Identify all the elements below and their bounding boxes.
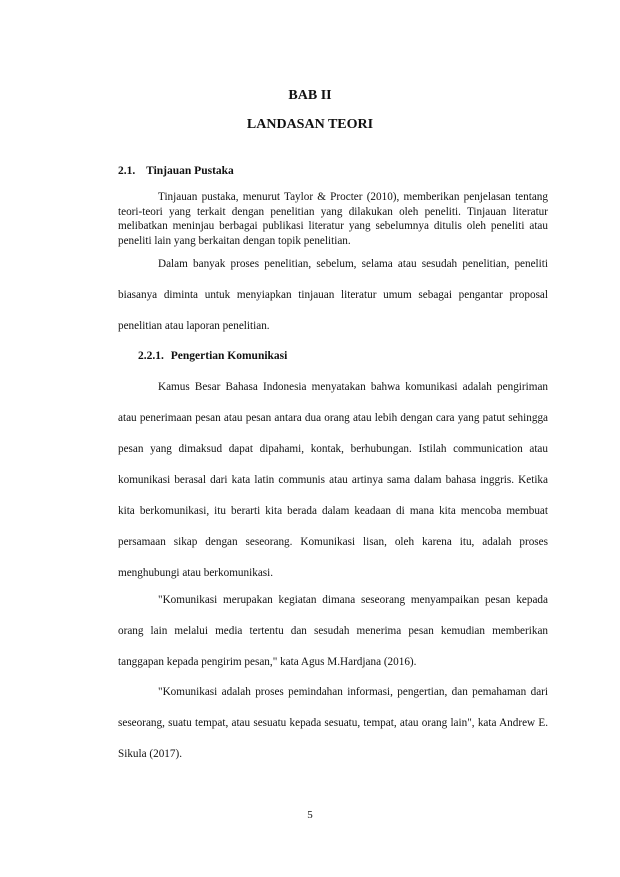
subsection-title: Pengertian Komunikasi [170,350,288,362]
subsection-heading [138,350,287,362]
page-number: 5 [307,809,313,821]
chapter-number: BAB II [288,88,332,103]
paragraph-kbbi-definition: Kamus Besar Bahasa Indonesia menyatakan bahwa komunikasi adalah pengiriman atau penerimaan pesan atau pesan antara dua orang atau lebih dengan cara yang patut sehingga pesan yang dimaksud dapat dipahami, kontak, berhubungan. Istilah communication atau komunikasi berasal dari kata latin communis atau artinya sama dalam bahasa inggris. Ketika kita berkomunikasi, itu berarti kita berada dalam keadaan di mana kita mencoba membuat persamaan sikap dengan seseorang. Komunikasi lisan, oleh karena itu, adalah proses menghubungi atau berkomunikasi. [118,381,548,579]
paragraph-tinjauan-pustaka: Tinjauan pustaka, menurut Taylor & Procter (2010), memberikan penjelasan tentang teori-teori yang terkait dengan penelitian yang dilakukan oleh peneliti. Tinjauan literatur melibatkan meninjau berbagai publikasi literatur yang sebelumnya ditulis oleh peneliti atau peneliti lain yang berkaitan dengan topik penelitian. [118,191,548,247]
section-heading [118,165,234,177]
paragraph-quote-sikula: "Komunikasi adalah proses pemindahan informasi, pengertian, dan pemahaman dari seseorang, suatu tempat, atau sesuatu kepada sesuatu, tempat, atau orang lain", kata Andrew E. Sikula (2017). [118,686,548,760]
subsection-number: 2.2.1. [138,350,164,362]
section-title: Tinjauan Pustaka [146,165,234,177]
chapter-title: LANDASAN TEORI [246,117,374,132]
paragraph-proses-penelitian: Dalam banyak proses penelitian, sebelum, selama atau sesudah penelitian, peneliti biasanya diminta untuk menyiapkan tinjauan literatur umum sebagai pengantar proposal penelitian atau laporan penelitian. [118,258,548,332]
section-number: 2.1. [118,165,136,177]
paragraph-quote-hardjana: "Komunikasi merupakan kegiatan dimana seseorang menyampaikan pesan kepada orang lain melalui media tertentu dan sesudah menerima pesan kemudian memberikan tanggapan kepada pengirim pesan," kata Agus M.Hardjana (2016). [118,594,548,668]
